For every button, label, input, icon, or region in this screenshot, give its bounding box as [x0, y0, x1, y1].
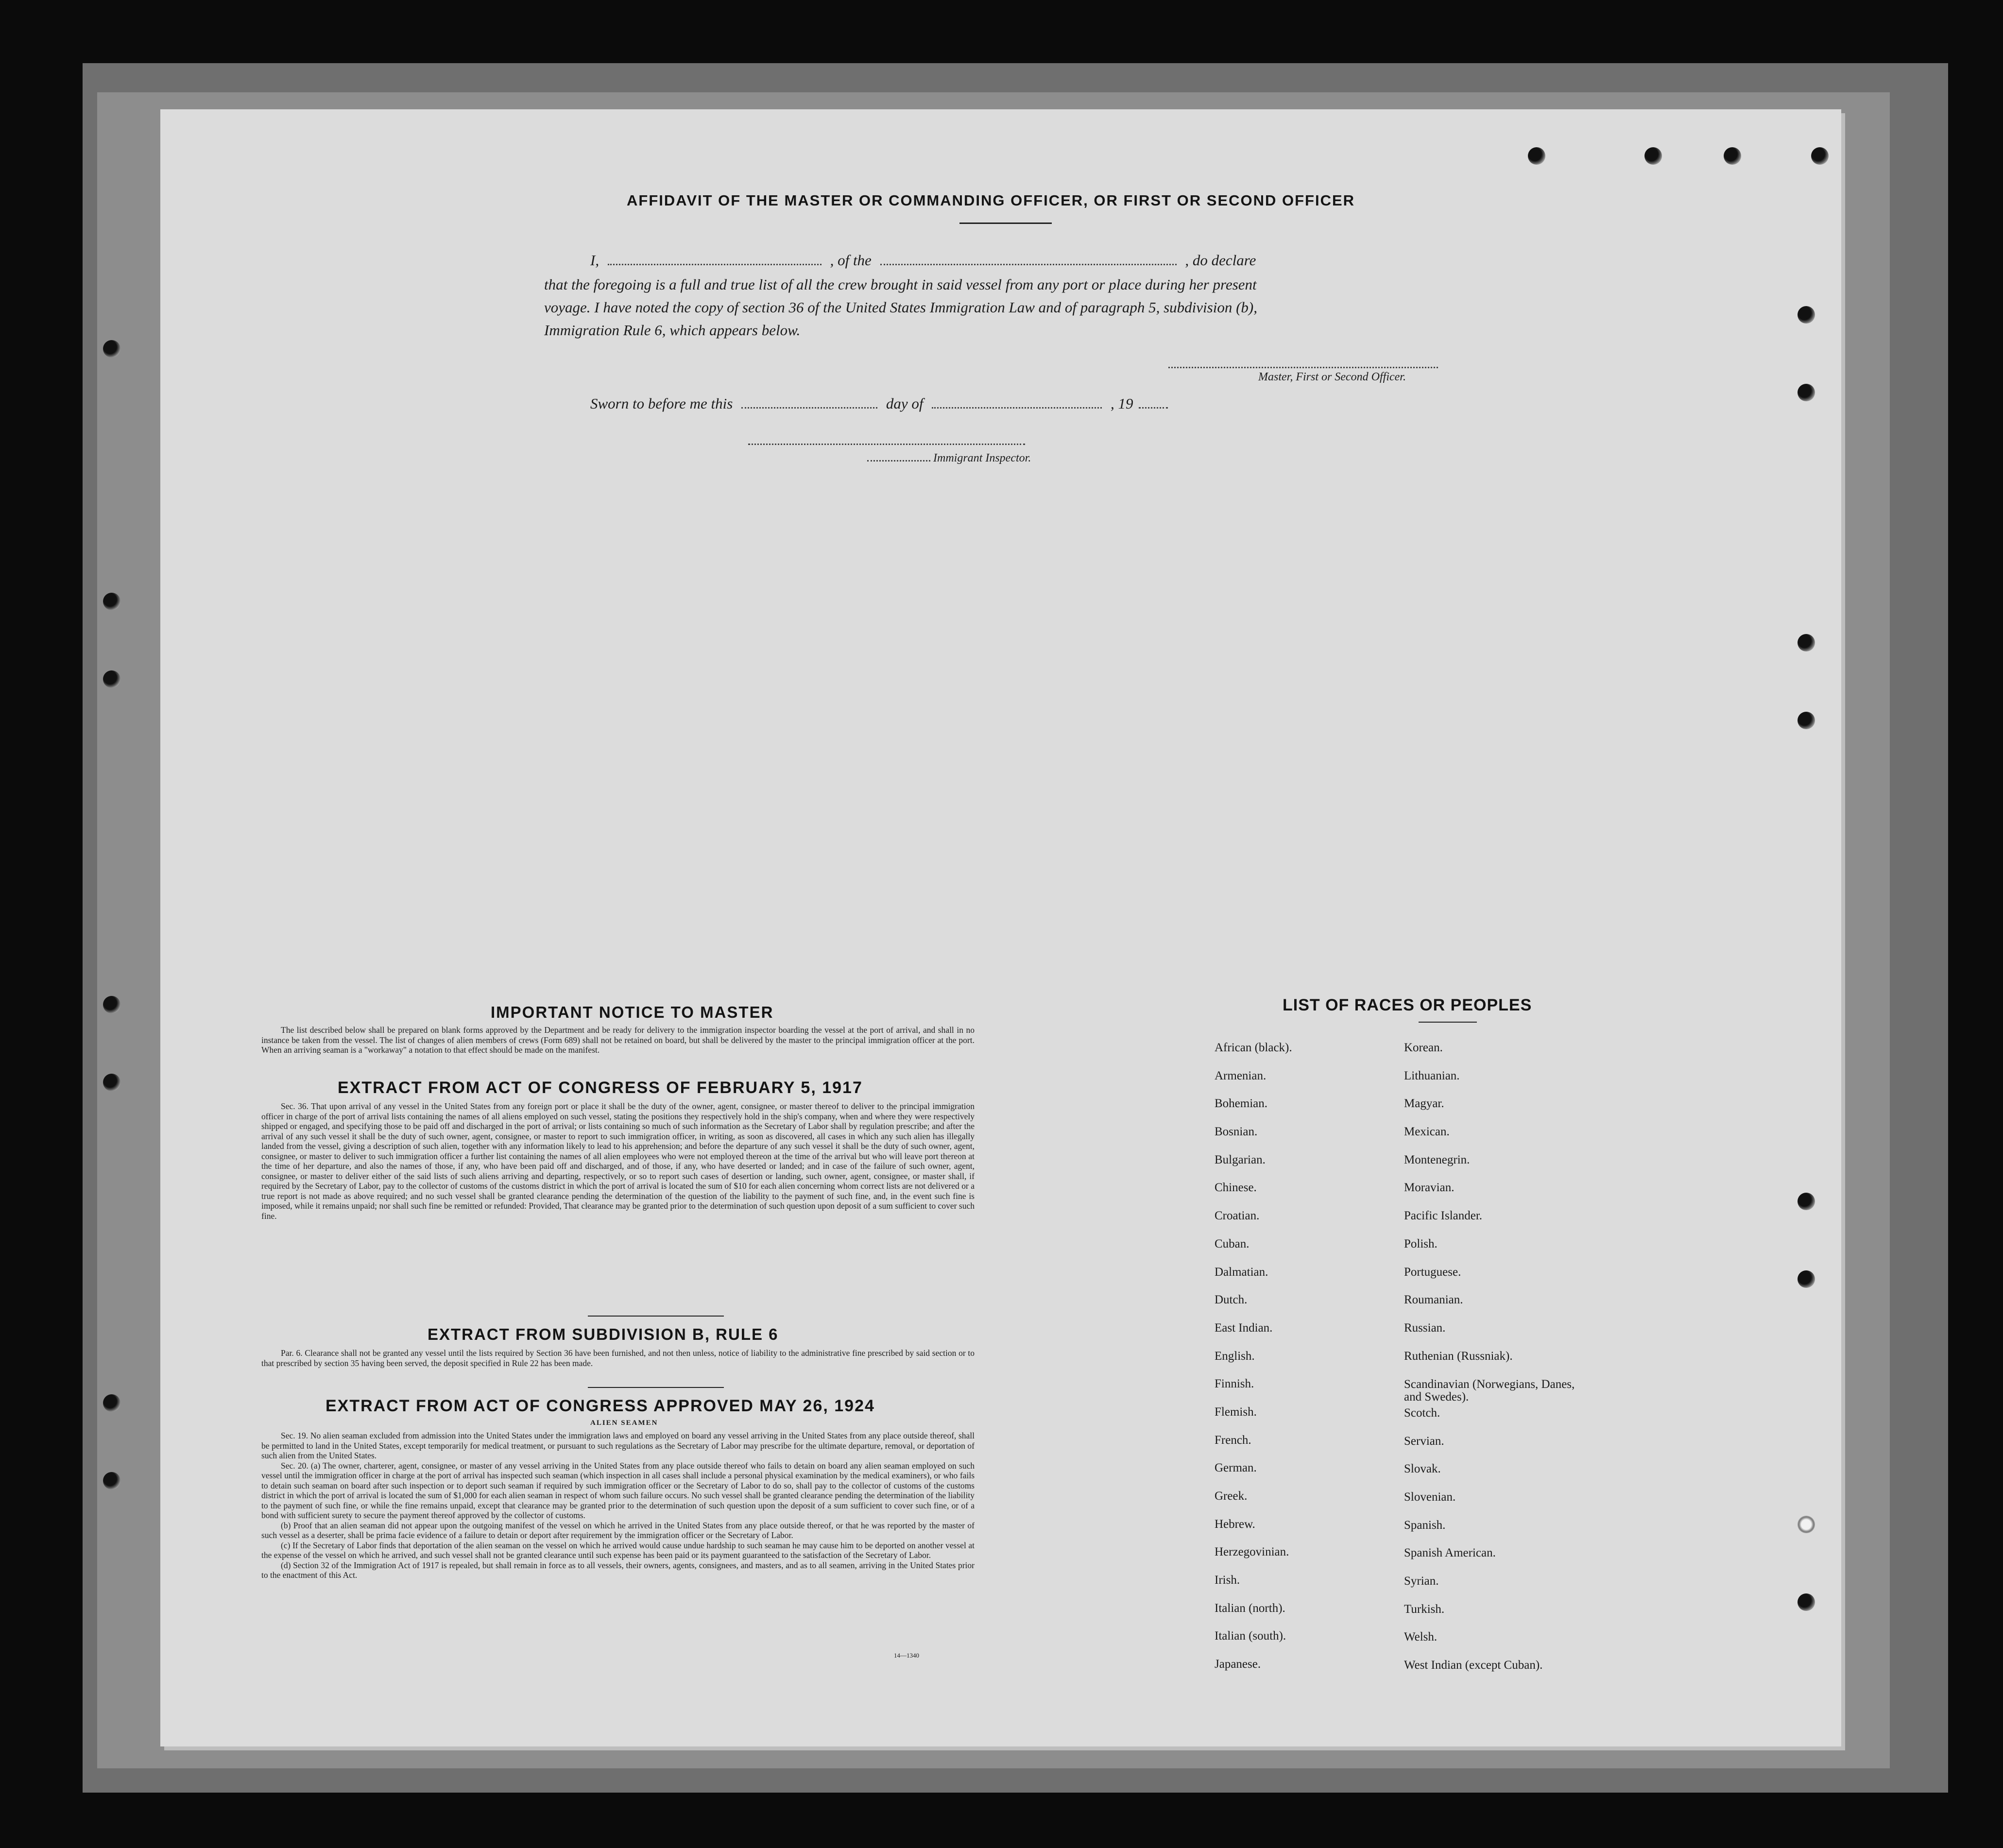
- races-left-column: [1215, 1041, 1292, 1686]
- races-title-rule: [1419, 1022, 1477, 1023]
- punch-hole-icon: [1798, 1516, 1815, 1533]
- punch-hole-icon: [1798, 306, 1815, 324]
- extract-1917-text: Sec. 36. That upon arrival of any vessel in the United States from any foreign port or place it shall be the duty of the owner, agent, consignee, or master thereof to deliver to the principal immigration officer in charge of the port of arrival lists containing the names of all aliens employed on such vessel, stating the positions they respectively hold in the ship's company, when and where they were respectively shipped or engaged, and specifying those to be paid off and discharged in the port of arrival; or lists containing so much of such information as the Secretary of Labor shall by regulation prescribe; and after the arrival of any such vessel it shall be the duty of such owner, agent, consignee, or master to report to such immigration officer, in writing, as soon as discovered, all cases in which any such alien has illegally landed from the vessel, giving a description of such alien, together with any information likely to lead to his apprehension; and before the departure of any such vessel it shall be the duty of such owner, agent, consignee, or master to deliver to such immigration officer a further list containing the names of all alien employees who were not employed thereon at the time of the arrival but who will leave port thereon at the time of her departure, and also the names of those, if any, who have been paid off and discharged, and of those, if any, who have deserted or landed; and in case of the failure of such owner, agent, consignee, or master to deliver either of the said lists of such aliens arriving and departing, respectively, or so to report such cases of desertion or landing, such owner, agent, consignee, or master shall, if required by the Secretary of Labor, pay to the collector of customs of the customs district in which the port of arrival is located the sum of $10 for each alien concerning whom correct lists are not delivered or a true report is not made as above required; and no such vessel shall be granted clearance pending the determination of the question of the liability to the payment of such fine, and, in the event such fine is imposed, while it remains unpaid; nor shall such fine be remitted or refunded: Provided, That clearance may be granted prior to the determination of such question upon deposit of a sum sufficient to cover such fine.: [261, 1101, 975, 1221]
- affidavit-declaration-line: I, , of the , do declare: [590, 252, 1256, 269]
- punch-hole-icon: [103, 670, 120, 688]
- punch-hole-icon: [103, 1074, 120, 1091]
- race-item: French.: [1215, 1433, 1251, 1447]
- race-item: Moravian.: [1404, 1181, 1455, 1195]
- race-item: Polish.: [1404, 1237, 1438, 1250]
- races-right-column: [1404, 1041, 1593, 1687]
- race-item: Scandinavian (Norwegians, Danes, and Swedes).: [1404, 1378, 1575, 1404]
- punch-hole-icon: [1724, 147, 1741, 165]
- race-item: Lithuanian.: [1404, 1069, 1460, 1082]
- punch-hole-icon: [1798, 384, 1815, 401]
- race-item: Pacific Islander.: [1404, 1209, 1483, 1223]
- race-item: Italian (south).: [1215, 1629, 1286, 1643]
- punch-hole-icon: [1798, 1270, 1815, 1288]
- extract-1924-title: EXTRACT FROM ACT OF CONGRESS APPROVED MAY 26, 1924: [325, 1397, 875, 1415]
- race-item: Bulgarian.: [1215, 1153, 1266, 1166]
- race-item: African (black).: [1215, 1041, 1292, 1054]
- affidavit-title: AFFIDAVIT OF THE MASTER OR COMMANDING OFFICER, OR FIRST OR SECOND OFFICER: [627, 192, 1355, 209]
- race-item: East Indian.: [1215, 1321, 1273, 1335]
- race-item: Ruthenian (Russniak).: [1404, 1349, 1513, 1363]
- race-item: Roumanian.: [1404, 1293, 1463, 1307]
- punch-hole-icon: [103, 593, 120, 610]
- race-item: Slovak.: [1404, 1462, 1441, 1476]
- race-item: Spanish.: [1404, 1518, 1446, 1532]
- race-item: Croatian.: [1215, 1209, 1260, 1223]
- inspector-label: Immigrant Inspector.: [867, 452, 1031, 465]
- race-item: Dalmatian.: [1215, 1265, 1268, 1279]
- race-item: Flemish.: [1215, 1405, 1257, 1419]
- affidavit-body-line3: Immigration Rule 6, which appears below.: [544, 322, 801, 339]
- race-item: Bosnian.: [1215, 1125, 1258, 1139]
- race-item: Russian.: [1404, 1321, 1446, 1335]
- notice-title: IMPORTANT NOTICE TO MASTER: [491, 1003, 774, 1021]
- inspector-signature-line: [748, 444, 1025, 445]
- race-item: German.: [1215, 1461, 1257, 1475]
- race-item: English.: [1215, 1349, 1255, 1363]
- divider-rule: [588, 1387, 724, 1388]
- race-item: Armenian.: [1215, 1069, 1267, 1082]
- race-item: Turkish.: [1404, 1602, 1445, 1616]
- race-item: Magyar.: [1404, 1097, 1444, 1111]
- race-item: Japanese.: [1215, 1658, 1261, 1671]
- alien-seamen-subtitle: ALIEN SEAMEN: [590, 1419, 658, 1427]
- punch-hole-icon: [103, 996, 120, 1013]
- race-item: Welsh.: [1404, 1630, 1438, 1644]
- race-item: Greek.: [1215, 1489, 1248, 1503]
- extract-rule6-text: Par. 6. Clearance shall not be granted any vessel until the lists required by Section 36 have been furnished, and not then unless, notice of liability to the administrative fine prescribed by said section or to that prescribed by section 35 having been served, the deposit specified in Rule 22 has been made.: [261, 1348, 975, 1368]
- punch-hole-icon: [103, 1472, 120, 1489]
- race-item: Herzegovinian.: [1215, 1545, 1289, 1559]
- race-item: Slovenian.: [1404, 1490, 1456, 1504]
- race-item: Spanish American.: [1404, 1546, 1496, 1560]
- punch-hole-icon: [1798, 1593, 1815, 1611]
- notice-text: The list described below shall be prepared on blank forms approved by the Department and be ready for delivery to the immigration inspector boarding the vessel at the port of arrival, and shall in no instance be taken from the vessel. The list of changes of alien members of crews (Form 689) shall not be retained on board, but shall be delivered by the master to the principal immigration officer at the port. When an arriving seaman is a "workaway" a notation to that effect should be made on the manifest.: [261, 1025, 975, 1055]
- divider-rule: [588, 1316, 724, 1317]
- race-item: Korean.: [1404, 1041, 1443, 1054]
- document-page: [160, 109, 1841, 1746]
- race-item: Italian (north).: [1215, 1601, 1285, 1615]
- race-item: Montenegrin.: [1404, 1153, 1470, 1166]
- affidavit-body-line2: voyage. I have noted the copy of section 36 of the United States Immigration Law and of paragraph 5, subdivision (b),: [544, 299, 1257, 316]
- punch-hole-icon: [1528, 147, 1545, 165]
- punch-hole-icon: [1798, 634, 1815, 651]
- affidavit-body-line1: that the foregoing is a full and true list of all the crew brought in said vessel from any port or place during her present: [544, 276, 1257, 293]
- extract-1917-title: EXTRACT FROM ACT OF CONGRESS OF FEBRUARY 5, 1917: [338, 1078, 863, 1097]
- race-item: Finnish.: [1215, 1377, 1254, 1391]
- race-item: Servian.: [1404, 1434, 1444, 1448]
- race-item: Hebrew.: [1215, 1517, 1255, 1531]
- extract-1924-text: Sec. 19. No alien seaman excluded from admission into the United States under the immigration laws and employed on board any vessel arriving in the United States from any place outside thereof, shall be permitted to land in the United States, except temporarily for medical treatment, or pursuant to such regulations as the Secretary of Labor may prescribe for the ultimate departure, removal, or deportation of such alien from the United States. Sec. 20. (a) The owner, charterer, agent, consignee, or master of any vessel arriving in the United States from any place outside thereof who fails to detain on board any alien seaman employed on such vessel until the immigration officer in charge at the port of arrival has inspected such seaman (which inspection in all cases shall include a personal physical examination by the medical examiners), or who fails to detain such seaman on board after such inspection or to deport such seaman if required by such immigration officer or the Secretary of Labor to do so, shall pay to the collector of customs of the customs district in which the port of arrival is located the sum of $1,000 for each alien seaman in respect of whom such failure occurs. No such vessel shall be granted clearance pending the determination of the liability to the payment of such fine, or while the fine remains unpaid, except that clearance may be granted prior to the determination of such question upon the deposit of a sum sufficient to cover such fine, or of a bond with sufficient surety to secure the payment thereof approved by the collector of customs. (b) Proof that an alien seaman did not appear upon the outgoing manifest of the vessel on which he arrived in the United States from any place outside thereof, or that he was reported by the master of such vessel as a deserter, shall be prima facie evidence of a failure to detain or deport after requirement by the immigration officer or the Secretary of Labor. (c) If the Secretary of Labor finds that deportation of the alien seaman on the vessel on which he arrived would cause undue hardship to such seaman he may cause him to be deported on another vessel at the expense of the vessel on which he arrived, and such vessel shall not be granted clearance until such expense has been paid or its payment guaranteed to the satisfaction of the Secretary of Labor. (d) Section 32 of the Immigration Act of 1917 is repealed, but shall remain in force as to all vessels, their owners, agents, consignees, and masters, and as to all seamen, arriving in the United States prior to the enactment of this Act.: [261, 1431, 975, 1580]
- sworn-line: Sworn to before me this day of , 19: [590, 395, 1168, 412]
- race-item: Irish.: [1215, 1574, 1240, 1587]
- master-signature-label: Master, First or Second Officer.: [1258, 371, 1406, 383]
- punch-hole-icon: [103, 340, 120, 358]
- extract-rule6-title: EXTRACT FROM SUBDIVISION B, RULE 6: [428, 1325, 779, 1343]
- punch-hole-icon: [1811, 147, 1829, 165]
- race-item: Bohemian.: [1215, 1097, 1268, 1111]
- race-item: Syrian.: [1404, 1574, 1439, 1588]
- form-number: 14—1340: [894, 1652, 919, 1659]
- race-item: Cuban.: [1215, 1237, 1250, 1250]
- punch-hole-icon: [1798, 712, 1815, 729]
- affidavit-title-rule: [959, 222, 1052, 224]
- race-item: Dutch.: [1215, 1293, 1248, 1307]
- race-item: Scotch.: [1404, 1406, 1440, 1420]
- race-item: Portuguese.: [1404, 1265, 1461, 1279]
- race-item: West Indian (except Cuban).: [1404, 1659, 1543, 1672]
- races-list: [1215, 1041, 1700, 1702]
- punch-hole-icon: [1644, 147, 1662, 165]
- punch-hole-icon: [103, 1394, 120, 1412]
- race-item: Chinese.: [1215, 1181, 1257, 1195]
- master-signature-line: [1168, 367, 1438, 368]
- races-title: LIST OF RACES OR PEOPLES: [1283, 996, 1532, 1014]
- punch-hole-icon: [1798, 1193, 1815, 1210]
- race-item: Mexican.: [1404, 1125, 1450, 1139]
